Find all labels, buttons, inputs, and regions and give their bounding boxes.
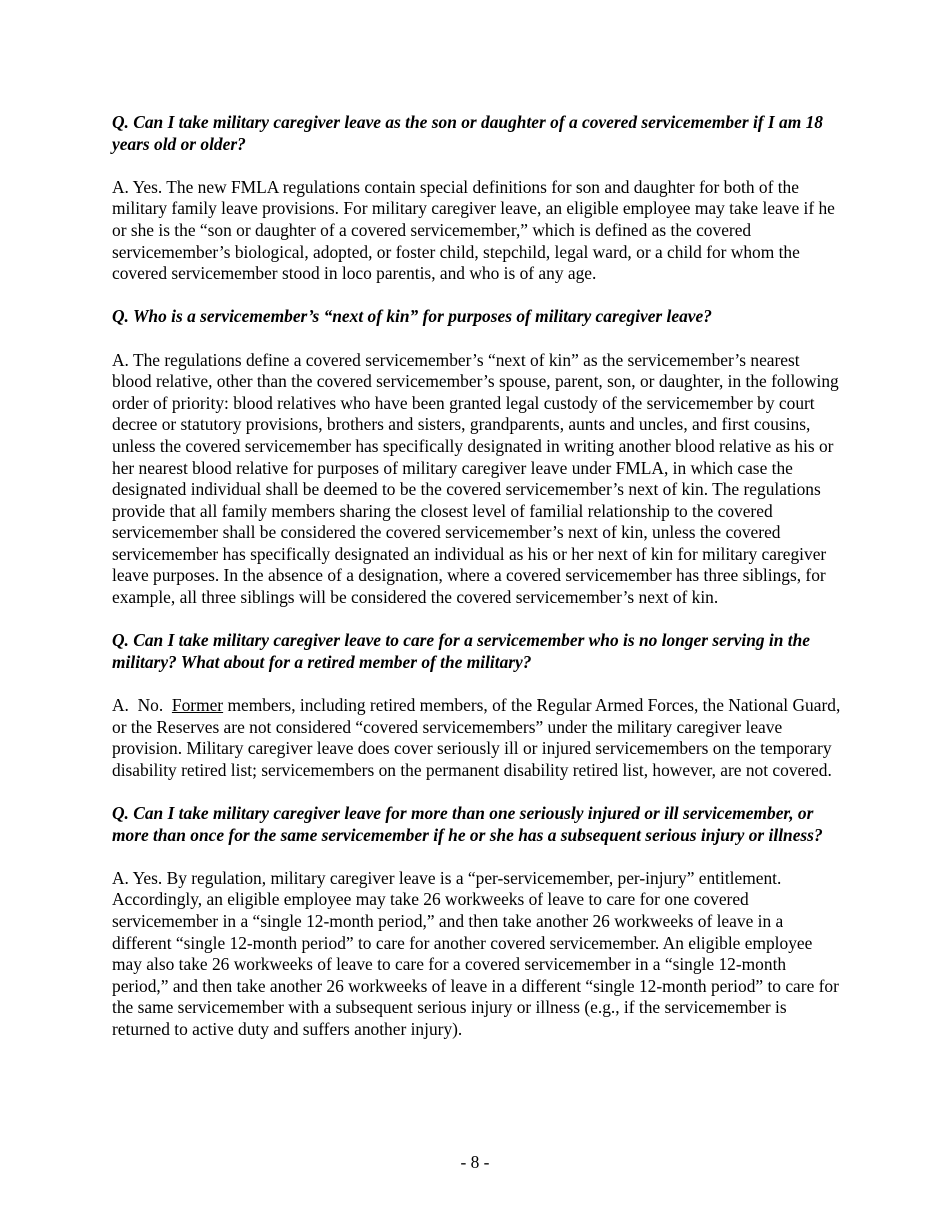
question-1: Q. Can I take military caregiver leave as the son or daughter of a covered servicemember if I am 18 years old or older? (112, 112, 823, 154)
answer-4: A. Yes. By regulation, military caregiver leave is a “per-servicemember, per-injury” entitlement. Accordingly, an eligible employee may take 26 workweeks of leave to care for one covered servicemember in a “single 12-month period,” and then take another 26 workweeks of leave in a different “single 12-month period” to care for another covered servicemember. An eligible employee may also take 26 workweeks of leave to care for a covered servicemember in a “single 12-month period,” and then take another 26 workweeks of leave in a different “single 12-month period” to care for the same servicemember with a subsequent serious injury or illness (e.g., if the servicemember is returned to active duty and suffers another injury). (112, 867, 839, 1039)
page-number: - 8 - (460, 1152, 490, 1172)
answer-3-rest: members, including retired members, of the Regular Armed Forces, the National Guard, or the Reserves are not considered “covered servicemembers” under the military caregiver leave provision. Military caregiver leave does cover seriously ill or injured servicemembers on the temporary disability retired list; servicemembers on the permanent disability retired list, however, are not covered. (112, 695, 841, 780)
question-2: Q. Who is a servicemember’s “next of kin” for purposes of military caregiver leave? (112, 306, 712, 327)
answer-3-underlined-word: Former (171, 695, 224, 716)
answer-2: A. The regulations define a covered servicemember’s “next of kin” as the servicemember’s nearest blood relative, other than the covered servicemember’s spouse, parent, son, or daughter, in the following order of priority: blood relatives who have been granted legal custody of the servicemember by court decree or statutory provisions, brothers and sisters, grandparents, aunts and uncles, and first cousins, unless the covered servicemember has specifically designated in writing another blood relative as his or her nearest blood relative for purposes of military caregiver leave under FMLA, in which case the designated individual shall be deemed to be the covered servicemember’s next of kin. The regulations provide that all family members sharing the closest level of familial relationship to the covered servicemember shall be considered the covered servicemember’s next of kin, unless the covered servicemember has specifically designated an individual as his or her next of kin for military caregiver leave purposes. In the absence of a designation, where a covered servicemember has three siblings, for example, all three siblings will be considered the covered servicemember’s next of kin. (112, 349, 839, 608)
question-3: Q. Can I take military caregiver leave to care for a servicemember who is no longer serving in the military? What about for a retired member of the military? (112, 630, 810, 672)
answer-1: A. Yes. The new FMLA regulations contain special definitions for son and daughter for both of the military family leave provisions. For military caregiver leave, an eligible employee may take leave if he or she is the “son or daughter of a covered servicemember,” which is defined as the covered servicemember’s biological, adopted, or foster child, stepchild, legal ward, or a child for whom the covered servicemember stood in loco parentis, and who is of any age. (112, 176, 835, 284)
answer-3-prefix: A. No. (112, 695, 172, 716)
document-page (112, 112, 842, 1062)
question-4: Q. Can I take military caregiver leave for more than one seriously injured or ill servicemember, or more than once for the same servicemember if he or she has a subsequent serious injury or illness? (112, 803, 823, 845)
answer-3 (112, 695, 842, 781)
